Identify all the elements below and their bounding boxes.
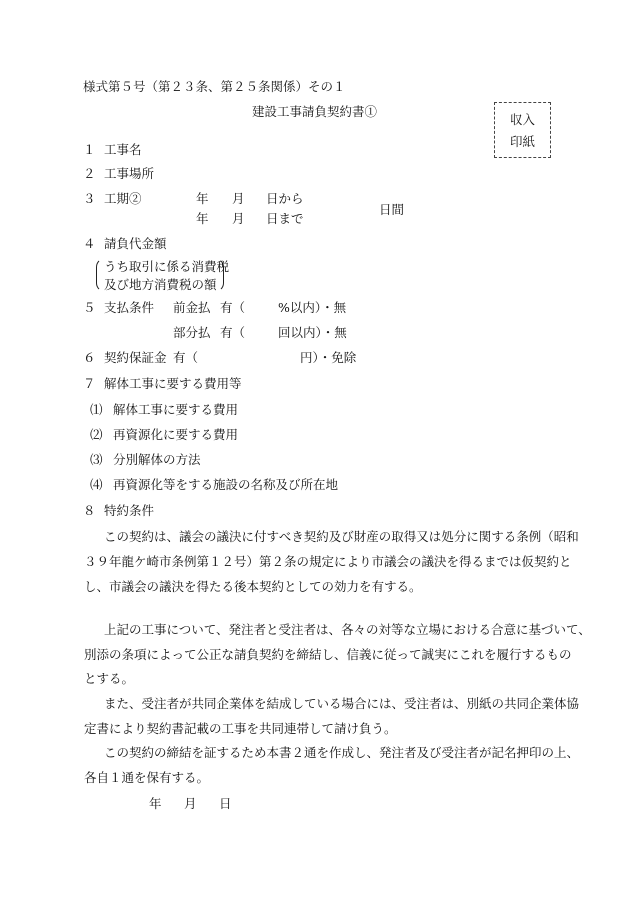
item-2-label: 工事場所	[104, 166, 155, 181]
item-1-number: １	[83, 142, 96, 157]
body-line-4: また、受注者が共同企業体を結成している場合には、受注者は、別紙の共同企業体協	[104, 696, 580, 711]
body-line-6: この契約の締結を証するため本書２通を作成し、発注者及び受注者が記名押印の上、	[104, 745, 580, 760]
item-7-sub-1-label: 解体工事に要する費用	[113, 402, 239, 417]
document-title: 建設工事請負契約書①	[252, 104, 378, 119]
item-7-sub-1-number: ⑴	[90, 402, 103, 417]
body-line-1: 上記の工事について、発注者と受注者は、各々の対等な立場における合意に基づいて、	[104, 622, 591, 637]
advance-payment-tail: %以内）・無	[278, 300, 347, 315]
item-1-label: 工事名	[104, 142, 142, 157]
item-3-number: ３	[83, 191, 96, 206]
item-7-label: 解体工事に要する費用等	[104, 376, 242, 391]
item-7-sub-3-label: 分別解体の方法	[113, 452, 201, 467]
item-7-sub-2-number: ⑵	[90, 427, 103, 442]
special-terms-line-1: この契約は、議会の議決に付すべき契約及び財産の取得又は処分に関する条例（昭和	[104, 529, 579, 544]
term-end-year: 年	[196, 211, 209, 226]
special-terms-line-3: し、市議会の議決を得たる後本契約としての効力を有する。	[84, 579, 422, 594]
tax-label-line2: 及び地方消費税の額	[104, 277, 217, 292]
deposit-tail: 円）・免除	[300, 350, 357, 365]
term-days: 日間	[379, 202, 405, 217]
item-7-sub-2-label: 再資源化に要する費用	[113, 427, 239, 442]
item-8-label: 特約条件	[104, 503, 155, 518]
item-4-number: ４	[83, 236, 96, 251]
special-terms-line-2: ３９年龍ケ崎市条例第１２号）第２条の規定により市議会の議決を得るまでは仮契約と	[84, 554, 572, 569]
date-year: 年	[149, 796, 162, 811]
item-5-label: 支払条件	[104, 300, 155, 315]
body-line-5: 定書により契約書記載の工事を共同連帯して請け負う。	[84, 721, 397, 736]
term-end-day: 日まで	[266, 211, 304, 226]
term-start-year: 年	[196, 191, 209, 206]
term-start-day: 日から	[266, 191, 304, 206]
item-4-label: 請負代金額	[104, 236, 167, 251]
term-end-month: 月	[232, 211, 245, 226]
item-6-number: ６	[83, 350, 96, 365]
item-8-number: ８	[83, 503, 96, 518]
deposit-ari: 有（	[173, 350, 199, 365]
item-3-label: 工期②	[104, 191, 142, 206]
item-7-number: ７	[83, 376, 96, 391]
stamp-label-line1: 収入	[509, 112, 535, 127]
revenue-stamp-box	[494, 102, 551, 158]
partial-payment-label: 部分払	[173, 325, 211, 340]
body-line-3: とする。	[84, 671, 135, 686]
item-7-sub-3-number: ⑶	[90, 452, 103, 467]
form-number: 様式第５号（第２３条、第２５条関係）その１	[83, 79, 346, 94]
body-line-7: 各自１通を保有する。	[84, 770, 210, 785]
partial-payment-tail: 回以内）・無	[278, 325, 347, 340]
date-month: 月	[184, 796, 197, 811]
body-line-2: 別添の条項によって公正な請負契約を締結し、信義に従って誠実にこれを履行するもの	[84, 647, 572, 662]
partial-payment-ari: 有（	[220, 325, 246, 340]
advance-payment-ari: 有（	[220, 300, 246, 315]
tax-label-line1: うち取引に係る消費税	[104, 259, 230, 274]
stamp-label-line2: 印紙	[509, 134, 535, 149]
term-start-month: 月	[232, 191, 245, 206]
item-6-label: 契約保証金	[104, 350, 167, 365]
item-2-number: ２	[83, 166, 96, 181]
item-7-sub-4-label: 再資源化等をする施設の名称及び所在地	[113, 477, 339, 492]
date-day: 日	[219, 796, 232, 811]
advance-payment-label: 前金払	[173, 300, 211, 315]
item-7-sub-4-number: ⑷	[90, 477, 103, 492]
item-5-number: ５	[83, 300, 96, 315]
